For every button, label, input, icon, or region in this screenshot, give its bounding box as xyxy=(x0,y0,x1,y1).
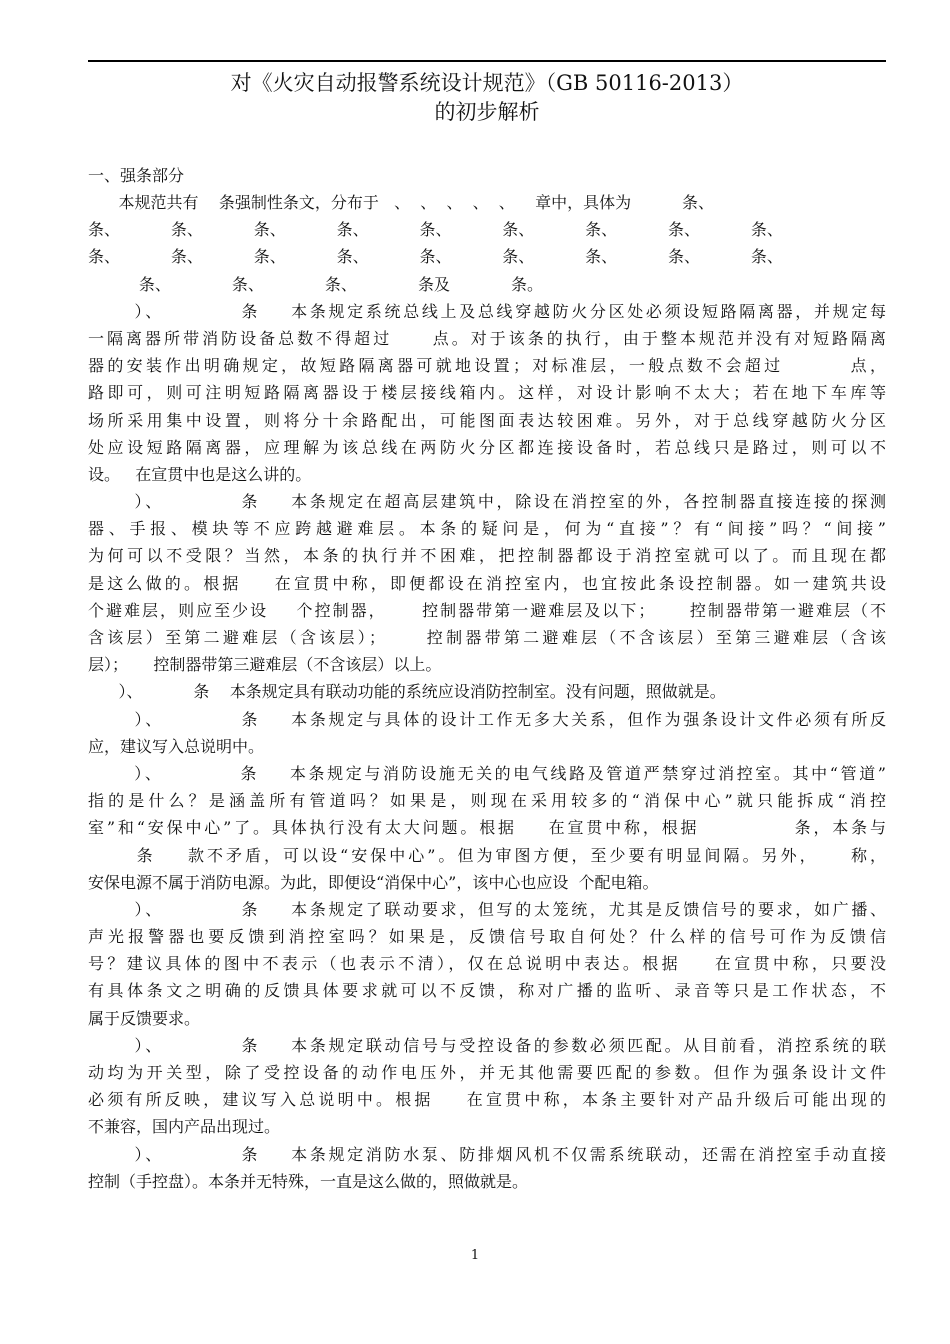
body-text-line: 控制（手控盘）。本条并无特殊，一直是这么做的，照做就是。 xyxy=(88,1171,529,1191)
body-text-line: 为何可以不受限？当然，本条的执行并不困难，把控制器都设于消控室就可以了。而且现在都 xyxy=(88,546,886,566)
body-text-line: 有具体条文之明确的反馈具体要求就可以不反馈，称对广播的监听、录音等只是工作状态，不 xyxy=(88,981,886,1001)
body-text-line: 器的安装作出明确规定，故短路隔离器可就地设置；对标准层，一般点数不会超过 点， xyxy=(88,356,886,376)
body-text-line: 安保电源不属于消防电源。为此，即便设“消保中心”，该中心也应设 个配电箱。 xyxy=(88,872,659,892)
page-number: 1 xyxy=(470,1248,480,1263)
body-text-line: 条、 条、 条、 条及 条。 xyxy=(88,274,543,294)
body-text-line: 器、手报、模块等不应跨越避难层。本条的疑问是，何为“直接”？有“间接”吗？“间接” xyxy=(88,519,886,539)
body-text-line: 是这么做的。根据 在宣贯中称，即便都设在消控室内，也宜按此条设控制器。如一建筑共设 xyxy=(88,573,886,593)
body-text-line: 属于反馈要求。 xyxy=(88,1008,201,1028)
body-text-line: 处应设短路隔离器，应理解为该总线在两防火分区都连接设备时，若总线只是路过，则可以不 xyxy=(88,437,886,457)
body-text-line: 设。 在宣贯中也是这么讲的。 xyxy=(88,464,312,484)
document-title-line1: 对《火灾自动报警系统设计规范》（GB 50116-2013） xyxy=(230,71,744,95)
body-text-line: 层）； 控制器带第三避难层（不含该层）以上。 xyxy=(88,655,442,675)
body-text-line: 必须有所反映，建议写入总说明中。根据 在宣贯中称，本条主要针对产品升级后可能出现的 xyxy=(88,1090,886,1110)
body-text-line: 一隔离器所带消防设备总数不得超过 点。对于该条的执行，由于整本规范并没有对短路隔离 xyxy=(88,328,886,348)
body-text-line: 动均为开关型，除了受控设备的动作电压外，并无其他需要匹配的参数。但作为强条设计文件 xyxy=(88,1063,886,1082)
section-heading: 一、强条部分 xyxy=(88,166,185,185)
body-text-line: ）、 条 本条规定在超高层建筑中，除设在消控室的外，各控制器直接连接的探测 xyxy=(88,492,886,512)
body-text-line: 应，建议写入总说明中。 xyxy=(88,736,265,756)
body-text-line: ）、 条 本条规定与消防设施无关的电气线路及管道严禁穿过消控室。其中“管道” xyxy=(88,763,886,783)
header-rule xyxy=(88,60,886,62)
body-text-line: 条 款不矛盾，可以设“安保中心”。但为审图方便，至少要有明显间隔。另外， 称， xyxy=(88,845,886,865)
body-text-line: 号？建议具体的图中不表示（也表示不清），仅在总说明中表达。根据 在宣贯中称，只要没 xyxy=(88,954,886,974)
body-text-line: 含该层）至第二避难层（含该层）； 控制器带第二避难层（不含该层）至第三避难层（含该 xyxy=(88,628,886,647)
document-title-line2: 的初步解析 xyxy=(434,100,540,124)
body-text-line: 条、 条、 条、 条、 条、 条、 条、 条、 条、 xyxy=(88,247,783,267)
body-text-line: ）、 条 本条规定与具体的设计工作无多大关系，但作为强条设计文件必须有所反 xyxy=(88,709,886,729)
body-text-line: ）、 条 本条规定具有联动功能的系统应设消防控制室。没有问题，照做就是。 xyxy=(88,682,726,702)
document-body xyxy=(88,189,886,1195)
body-text-line: 不兼容，国内产品出现过。 xyxy=(88,1117,281,1137)
body-text-line: 个避难层，则应至少设 个控制器， 控制器带第一避难层及以下； 控制器带第一避难层（不 xyxy=(88,600,886,620)
body-text-line: ）、 条 本条规定联动信号与受控设备的参数必须匹配。从目前看，消控系统的联 xyxy=(88,1035,886,1055)
body-text-line: 路即可，则可注明短路隔离器设于楼层接线箱内。这样，对设计影响不太大；若在地下车库等 xyxy=(88,383,886,403)
body-text-line: ）、 条 本条规定消防水泵、防排烟风机不仅需系统联动，还需在消控室手动直接 xyxy=(88,1144,886,1164)
body-text-line: 室”和“安保中心”了。具体执行没有太大问题。根据 在宣贯中称，根据 条，本条与 xyxy=(88,818,886,838)
body-text-line: 本规范共有 条强制性条文，分布于 、 、 、 、 、 章中，具体为 条、 xyxy=(88,193,715,212)
body-text-line: ）、 条 本条规定系统总线上及总线穿越防火分区处必须设短路隔离器，并规定每 xyxy=(88,301,886,321)
body-text-line: 声光报警器也要反馈到消控室吗？如果是，反馈信号取自何处？什么样的信号可作为反馈信 xyxy=(88,927,886,947)
body-text-line: 指的是什么？是涵盖所有管道吗？如果是，则现在采用较多的“消保中心”就只能拆成“消控 xyxy=(88,791,886,811)
body-text-line: 条、 条、 条、 条、 条、 条、 条、 条、 条、 xyxy=(88,220,783,240)
body-text-line: 场所采用集中设置，则将分十余路配出，可能图面表达较困难。另外，对于总线穿越防火分区 xyxy=(88,410,886,430)
body-text-line: ）、 条 本条规定了联动要求，但写的太笼统，尤其是反馈信号的要求，如广播、 xyxy=(88,899,886,919)
